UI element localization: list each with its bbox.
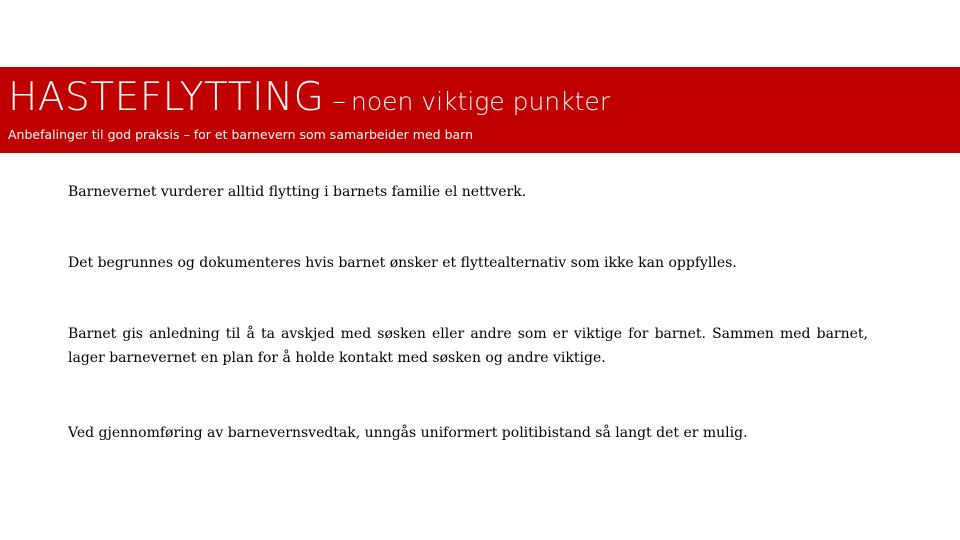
paragraph-documentation: Det begrunnes og dokumenteres hvis barnet ønsker et flyttealternativ som ikke kan oppfylles. xyxy=(68,255,737,271)
title-rest: noen viktige punkter xyxy=(350,87,611,116)
slide-subtitle: Anbefalinger til god praksis – for et barnevern som samarbeider med barn xyxy=(8,127,474,142)
title-separator: – xyxy=(332,86,346,117)
slide-title xyxy=(8,75,610,120)
title-main: HASTEFLYTTING xyxy=(8,75,325,120)
paragraph-farewell-contact-plan: Barnet gis anledning til å ta avskjed med søsken eller andre som er viktige for barnet. Sammen med barnet, lager barnevernet en plan for å holde kontakt med søsken og andre viktige. xyxy=(68,326,868,366)
title-banner xyxy=(0,67,960,153)
paragraph-police-assistance: Ved gjennomføring av barnevernsvedtak, unngås uniformert politibistand så langt det er mulig. xyxy=(68,425,748,441)
paragraph-family-network: Barnevernet vurderer alltid flytting i barnets familie el nettverk. xyxy=(68,184,527,200)
